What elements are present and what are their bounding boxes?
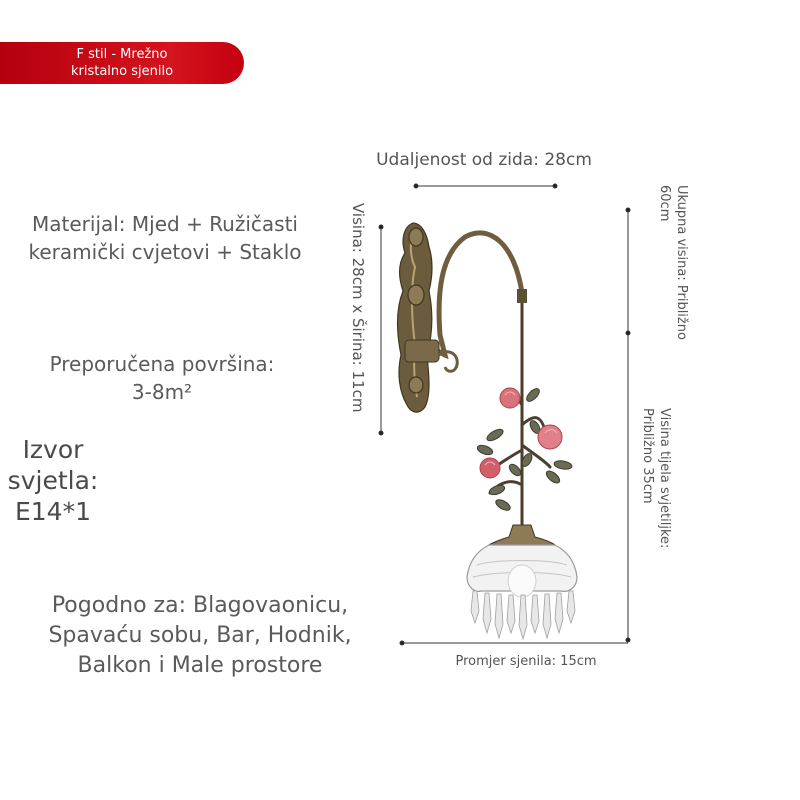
bulb bbox=[508, 565, 536, 597]
brass-arm bbox=[423, 233, 522, 355]
area-line-2: 3-8m² bbox=[131, 380, 193, 404]
shade-diameter-end-left bbox=[400, 641, 404, 645]
base-height-end-bottom bbox=[379, 431, 383, 435]
suitable-line-3: Balkon i Male prostore bbox=[77, 653, 323, 678]
material-line-1: Materijal: Mjed + Ružičasti bbox=[32, 212, 298, 236]
rose-top bbox=[500, 388, 520, 408]
badge-line-1: F stil - Mrežno bbox=[76, 47, 168, 62]
source-line-2: svjetla: bbox=[7, 466, 99, 495]
crystal-drops bbox=[471, 591, 575, 639]
badge-line-2: kristalno sjenilo bbox=[70, 64, 174, 79]
shade-cap bbox=[489, 525, 555, 545]
wall-lamp-illustration bbox=[385, 215, 595, 640]
total-height-line-2: 60cm bbox=[657, 185, 672, 222]
arm-socket bbox=[517, 289, 527, 303]
source-line-3: E14*1 bbox=[14, 497, 91, 526]
total-height-mid bbox=[626, 331, 630, 335]
suitable-line-1: Pogodno za: Blagovaonicu, bbox=[51, 593, 349, 618]
rose-left bbox=[480, 458, 500, 478]
leaf-cluster bbox=[476, 387, 572, 513]
wall-distance-end-right bbox=[553, 184, 557, 188]
brass-backplate bbox=[398, 223, 433, 412]
material-line-2: keramički cvjetovi + Staklo bbox=[28, 240, 302, 264]
wall-distance-end-left bbox=[414, 184, 418, 188]
base-height-end-top bbox=[379, 225, 383, 229]
arm-scroll bbox=[439, 352, 457, 372]
arm-bolt bbox=[405, 340, 439, 362]
shade-diameter-label: Promjer sjenila: 15cm bbox=[455, 654, 597, 669]
total-height-line-1: Ukupna visina: Približno bbox=[674, 185, 689, 340]
wall-distance-label: Udaljenost od zida: 28cm bbox=[376, 150, 592, 170]
total-height-end-top bbox=[626, 208, 630, 212]
rose-right bbox=[538, 425, 562, 449]
area-line-1: Preporučena površina: bbox=[49, 352, 275, 376]
suitable-line-2: Spavaću sobu, Bar, Hodnik, bbox=[48, 623, 352, 648]
total-height-end-bottom bbox=[626, 638, 630, 642]
source-line-1: Izvor bbox=[22, 435, 84, 464]
body-height-line-2: Približno 35cm bbox=[640, 408, 655, 504]
base-size-label: Visina: 28cm x Širina: 11cm bbox=[349, 203, 367, 413]
crystal-shade bbox=[467, 545, 577, 597]
body-height-line-1: Visina tijela svjetiljke: bbox=[657, 408, 672, 549]
